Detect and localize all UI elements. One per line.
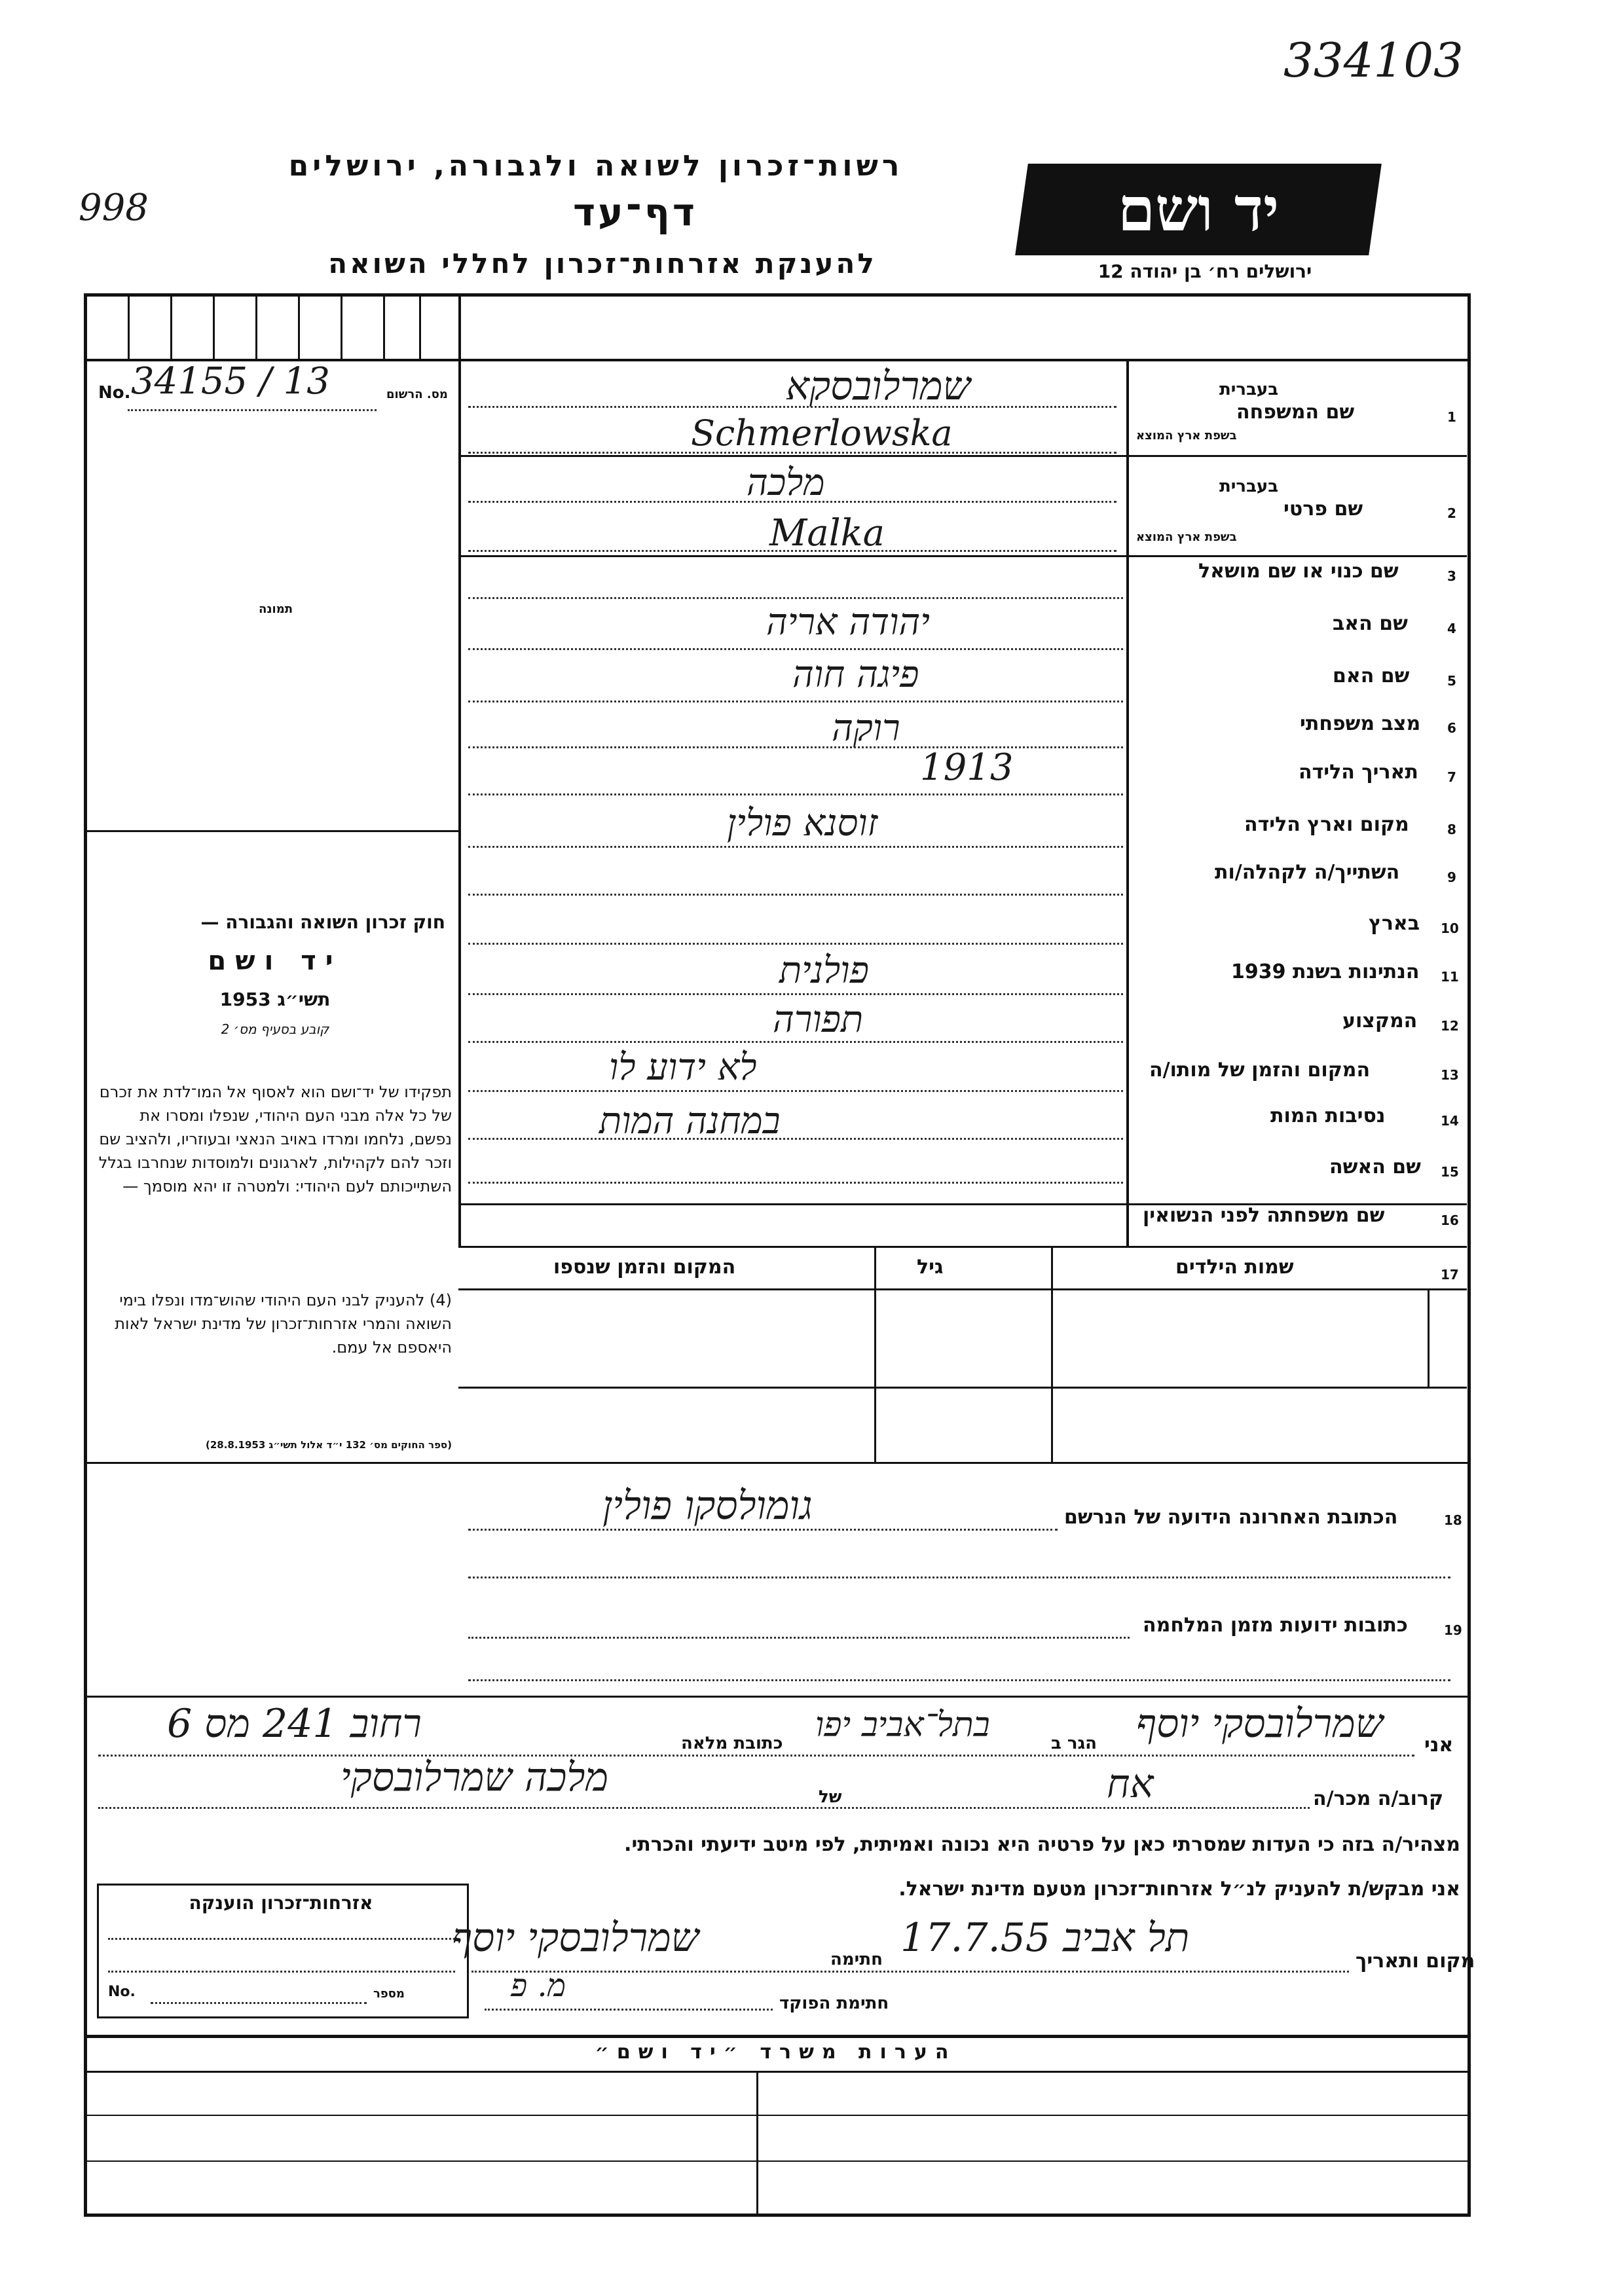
field-label-marital: מצב משפחתי: [1300, 712, 1421, 735]
signature-label: חתימה: [830, 1950, 883, 1969]
field-label-mother: שם האם: [1333, 665, 1410, 687]
field-label-citizenship: הנתינות בשנת 1939: [1231, 960, 1420, 983]
law-text-1: תפקידו של יד־ושם הוא לאסוף אל המו־לדת את זכרם של כל אלה מבני העם היהודי, שנפלו ומסרו את נפשם, נלחמו ומרדו באויב הנאצי ובעוזריו, ולהציב שם וזכר להם לקהילות, לארגונים ולמוסדות שנחרבו בגלל השתייכותם לעם היהודי: ולמטרה זו יהא מוסמך —: [98, 1083, 452, 1195]
law-clause: קובע בסעיף מס׳ 2: [221, 1021, 329, 1037]
field-number: 16: [1441, 1212, 1459, 1228]
remarks-title: הערות משרד ״יד ושם״: [595, 2041, 957, 2064]
field-number: 8: [1447, 822, 1456, 837]
children-col-age: גיל: [917, 1256, 944, 1279]
officer-signature-label: חתימת הפוקד: [779, 1994, 889, 2013]
declarant-label: אני: [1424, 1734, 1454, 1757]
photo-label: תמונה: [259, 602, 293, 616]
yad-vashem-logo: [1015, 164, 1382, 255]
field-label-family-name: שם המשפחה: [1236, 401, 1355, 424]
field-number: 15: [1441, 1164, 1459, 1180]
residing-label: הגר ב: [1051, 1734, 1098, 1753]
death-circumstances: במחנה המות: [599, 1100, 781, 1142]
full-address-label: כתובת מלאה: [681, 1734, 783, 1753]
field-label-wartime-addresses: כתובות ידועות מזמן המלחמה: [1143, 1614, 1408, 1637]
first-name-hebrew: מלכה: [747, 462, 825, 504]
field-number: 1: [1447, 409, 1456, 425]
field-label-death-circumstances: נסיבות המות: [1270, 1104, 1386, 1127]
last-address: גומולסקו פולין: [602, 1483, 813, 1529]
family-name-origin: Schmerlowska: [691, 412, 953, 454]
residing-city: בתל־אביב יפו: [815, 1705, 990, 1745]
of-label: של: [819, 1787, 842, 1807]
field-sub-hebrew: בעברית: [1219, 380, 1279, 399]
birth-place: זוסנא פולין: [727, 802, 878, 845]
field-number: 4: [1447, 621, 1456, 636]
field-label-father: שם האב: [1333, 612, 1408, 635]
authority-name: רשות־זכרון לשואה ולגבורה, ירושלים: [288, 149, 904, 183]
field-label-death-place-time: המקום והזמן של מותו/ה: [1149, 1059, 1371, 1082]
field-label-birthdate: תאריך הלידה: [1299, 761, 1418, 784]
field-sub-hebrew: בעברית: [1219, 477, 1279, 496]
citizenship-number-label: מספר: [373, 1987, 405, 2001]
declarant-name: שמרלובסקי יוסף: [1136, 1701, 1384, 1747]
birth-date: 1913: [920, 746, 1014, 789]
field-number: 12: [1441, 1018, 1459, 1034]
field-label-country: בארץ: [1369, 912, 1420, 935]
field-number: 18: [1444, 1512, 1462, 1528]
archive-number: 334103: [1283, 33, 1464, 88]
relative-value: אח: [1107, 1761, 1154, 1807]
field-label-community: השתייך/ה לקהלה/ות: [1215, 861, 1400, 884]
field-number: 2: [1447, 505, 1456, 521]
field-number: 6: [1447, 720, 1456, 736]
field-number: 14: [1441, 1113, 1459, 1129]
marital-status: רוקה: [832, 707, 900, 750]
father-name: יהודה אריה: [766, 601, 930, 644]
place-date-label: מקום ותאריך: [1356, 1950, 1475, 1973]
citizenship-1939: פולנית: [779, 949, 869, 992]
law-year: תשי״ג 1953: [219, 989, 331, 1010]
field-number: 3: [1447, 568, 1456, 584]
field-number: 17: [1441, 1267, 1459, 1283]
children-col-place: המקום והזמן שנספו: [553, 1256, 736, 1279]
full-address: רחוב 241 מס 6: [167, 1701, 422, 1747]
form-title: דף־עד: [572, 190, 698, 234]
law-source: (ספר החוקים מס׳ 132 י״ד אלול תשי״ג 28.8.1953): [205, 1439, 452, 1451]
field-number: 13: [1441, 1067, 1459, 1083]
reg-no-label: No.: [98, 383, 131, 403]
form-subtitle: להענקת אזרחות־זכרון לחללי השואה: [328, 247, 877, 280]
citizenship-box-title: אזרחות־זכרון הוענקה: [189, 1892, 373, 1914]
citizenship-no-label: No.: [108, 1984, 136, 2000]
relative-label: קרוב/ה מכר/ה: [1313, 1787, 1444, 1810]
field-number: 7: [1447, 769, 1456, 785]
first-name-origin: Malka: [769, 512, 885, 555]
officer-signature: מ. פ: [511, 1967, 566, 2004]
reg-label: מס. הרשום: [386, 388, 448, 401]
place-date: תל אביב 17.7.55: [900, 1915, 1190, 1961]
profession: תפורה: [773, 998, 864, 1041]
side-note-number: 998: [79, 187, 149, 229]
field-sub-origin: בשפת ארץ המוצא: [1136, 530, 1237, 544]
statement-request: אני מבקש/ת להעניק לנ״ל אזרחות־זכרון מטעם מדינת ישראל.: [898, 1878, 1460, 1901]
field-number: 5: [1447, 673, 1456, 689]
declarant-signature: שמרלובסקי יוסף: [452, 1915, 699, 1961]
field-number: 10: [1441, 920, 1459, 936]
logo-text: יד ושם: [1117, 174, 1280, 245]
field-label-first-name: שם פרטי: [1283, 498, 1363, 520]
law-name: יד ושם: [208, 946, 342, 976]
field-label-wife-name: שם האשה: [1329, 1156, 1421, 1178]
field-sub-origin: בשפת ארץ המוצא: [1136, 429, 1237, 443]
field-label-profession: המקצוע: [1342, 1010, 1418, 1032]
field-number: 11: [1441, 969, 1459, 985]
field-number: 19: [1444, 1622, 1462, 1638]
mother-name: פיגה חוה: [792, 653, 919, 696]
family-name-hebrew: שמרלובסקא: [786, 363, 971, 409]
law-title: חוק זכרון השואה והגבורה —: [200, 911, 445, 933]
logo-address: ירושלים רח׳ בן יהודה 12: [1098, 261, 1312, 282]
death-place-time: לא ידוע לו: [609, 1046, 757, 1089]
children-col-names: שמות הילדים: [1175, 1256, 1294, 1279]
field-label-maiden-name: שם משפחתה לפני הנשואין: [1143, 1204, 1385, 1227]
field-number: 9: [1447, 869, 1456, 885]
statement-truth: מצהיר/ה בזה כי העדות שמסרתי כאן על פרטיה היא נכונה ואמיתית, לפי מיטב ידיעתי והכרתי.: [624, 1833, 1460, 1856]
field-label-alias: שם כנוי או שם מושאל: [1198, 560, 1399, 583]
reg-number: 34155 / 13: [131, 360, 330, 403]
law-text-2: (4) להעניק לבני העם היהודי שהוש־מדו ונפלו בימי השואה והמרי אזרחות־זכרון של מדינת ישראל לאות היאספם אל עמם.: [115, 1291, 452, 1357]
field-label-last-address: הכתובת האחרונה הידועה של הנרשם: [1064, 1506, 1398, 1529]
field-label-birthplace: מקום וארץ הלידה: [1244, 813, 1409, 836]
victim-name: מלכה שמרלובסקי: [341, 1755, 609, 1800]
